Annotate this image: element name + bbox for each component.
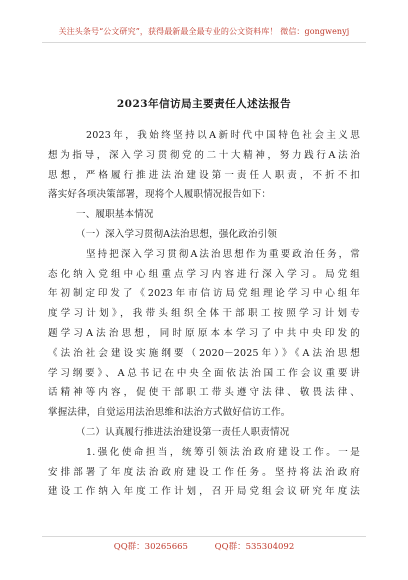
body-line: 建设工作纳入年度工作计划，召开局党组会议研究年度法 bbox=[48, 486, 360, 498]
body-line: 题学习A法治思想，同时原原本本学习了中共中央印发的 bbox=[48, 327, 360, 339]
subsection-heading: （二）认真履行推进法治建设第一责任人职责情况 bbox=[76, 426, 290, 438]
footer-divider bbox=[42, 536, 366, 537]
subsection-heading: （一）深入学习贯彻A法治思想，强化政治引领 bbox=[76, 228, 278, 240]
body-line: 话精神等内容，促使干部职工带头遵守法律、敬畏法律、 bbox=[48, 387, 360, 399]
body-line: 掌握法律，自觉运用法治思维和法治方式做好信访工作。 bbox=[48, 407, 291, 419]
section-heading: 一、履职基本情况 bbox=[76, 209, 154, 221]
document-body bbox=[48, 126, 360, 502]
qq-group-2: QQ群：535304092 bbox=[214, 542, 295, 552]
body-line: 坚持把深入学习贯彻A法治思想作为重要政治任务，常 bbox=[86, 248, 360, 260]
body-line: 《法治社会建设实施纲要（2020－2025年）》《A法治思想 bbox=[48, 347, 360, 359]
body-line: 落实好各项决策部署，现将个人履职情况报告如下： bbox=[48, 189, 272, 201]
qq-group-1: QQ群：30265665 bbox=[113, 542, 188, 552]
promo-banner: 关注头条号“公文研究”，获得最新最全最专业的公文资料库！ 微信：gongwenyj bbox=[58, 27, 350, 36]
body-line: 思想，严格履行推进法治建设第一责任人职责，不折不扣 bbox=[48, 169, 360, 181]
body-line: 2023年，我始终坚持以A新时代中国特色社会主义思 bbox=[86, 130, 360, 141]
body-line: 想为指导，深入学习贯彻党的二十大精神，努力践行A法治 bbox=[48, 149, 360, 161]
footer bbox=[0, 540, 408, 552]
body-line: 年初制定印发了《2023年市信访局党组理论学习中心组年 bbox=[48, 288, 360, 300]
body-line: 态化纳入党组中心组重点学习内容进行深入学习。局党组 bbox=[48, 268, 360, 280]
header-divider bbox=[42, 42, 366, 43]
body-line: 1.强化使命担当，统筹引领法治政府建设工作。一是 bbox=[86, 446, 360, 458]
document-title: 2023年信访局主要责任人述法报告 bbox=[116, 98, 292, 110]
body-line: 安排部署了年度法治政府建设工作任务。坚持将法治政府 bbox=[48, 466, 360, 478]
body-line: 度学习计划》，我带头组织全体干部职工按照学习计划专 bbox=[48, 308, 360, 320]
body-line: 学习纲要》、A总书记在中央全面依法治国工作会议重要讲 bbox=[48, 367, 360, 379]
